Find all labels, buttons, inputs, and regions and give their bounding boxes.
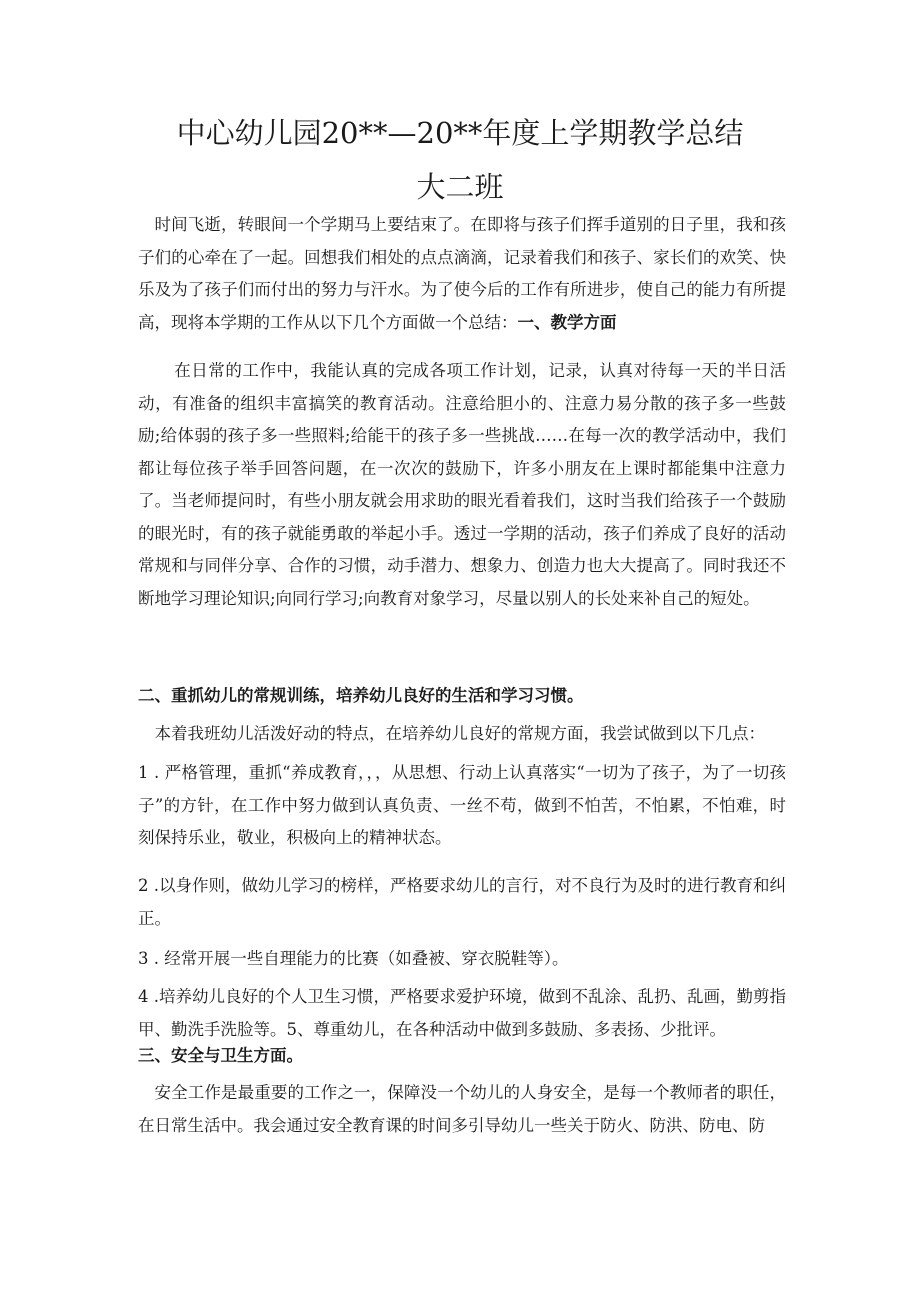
list-item-1: 1 . 严格管理，重抓“养成教育，，，从思想、行动上认真落实“一切为了孩子，为了一切孩子”的方针，在工作中努力做到认真负责、一丝不苟，做到不怕苦，不怕累，不怕难，时刻保持乐业，敬业，积极向上的精神状态。 bbox=[138, 763, 786, 847]
section2-intro: 本着我班幼儿活泼好动的特点，在培养幼儿良好的常规方面，我尝试做到以下几点： bbox=[154, 724, 765, 743]
document-title: 中心幼儿园20**—20**年度上学期教学总结 bbox=[176, 116, 744, 150]
intro-text: 时间飞逝，转眼间一个学期马上要结束了。在即将与孩子们挥手道别的日子里，我和孩子们的心牵在了一起。回想我们相处的点点滴滴，记录着我们和孩子、家长们的欢笑、快乐及为了孩子们而付出的努力与汗水。为了使今后的工作有所进步，使自己的能力有所提高，现将本学期的工作从以下几个方面做一个总结： bbox=[138, 215, 786, 332]
intro-paragraph bbox=[138, 209, 786, 339]
document-subtitle: 大二班 bbox=[416, 170, 504, 204]
section1-paragraph: 在日常的工作中，我能认真的完成各项工作计划，记录，认真对待每一天的半日活动，有准备的组织丰富搞笑的教育活动。注意给胆小的、注意力易分散的孩子多一些鼓励;给体弱的孩子多一些照料;给能干的孩子多一些挑战……在每一次的教学活动中，我们都让每位孩子举手回答问题，在一次次的鼓励下，许多小朋友在上课时都能集中注意力了。当老师提问时，有些小朋友就会用求助的眼光看着我们，这时当我们给孩子一个鼓励的眼光时，有的孩子就能勇敢的举起小手。透过一学期的活动，孩子们养成了良好的活动常规和与同伴分享、合作的习惯，动手潜力、想象力、创造力也大大提高了。同时我还不断地学习理论知识;向同行学习;向教育对象学习，尽量以别人的长处来补自己的短处。 bbox=[138, 361, 786, 608]
section3-heading: 三、安全与卫生方面。 bbox=[138, 1046, 303, 1065]
section1-heading: 一、教学方面 bbox=[517, 312, 617, 332]
list-item-2: 2 .以身作则，做幼儿学习的榜样，严格要求幼儿的言行，对不良行为及时的进行教育和纠正。 bbox=[138, 876, 786, 928]
list-item-4: 4 .培养幼儿良好的个人卫生习惯，严格要求爱护环境，做到不乱涂、乱扔、乱画，勤剪指甲、勤洗手洗脸等。5、尊重幼儿，在各种活动中做到多鼓励、多表扬、少批评。 bbox=[138, 987, 786, 1039]
section3-paragraph: 安全工作是最重要的工作之一，保障没一个幼儿的人身安全，是每一个教师者的职任，在日常生活中。我会通过安全教育课的时间多引导幼儿一些关于防火、防洪、防电、防 bbox=[138, 1083, 786, 1135]
section2-heading: 二、重抓幼儿的常规训练，培养幼儿良好的生活和学习习惯。 bbox=[138, 686, 584, 705]
list-item-3: 3 . 经常开展一些自理能力的比赛（如叠被、穿衣脱鞋等）。 bbox=[138, 949, 569, 968]
